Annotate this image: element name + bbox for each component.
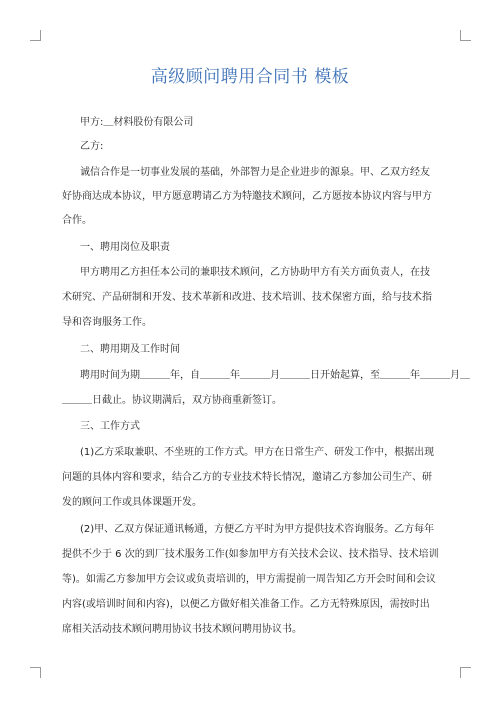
- page-corner-mark-top-right: [460, 30, 471, 41]
- section-heading-1: 一、聘用岗位及职责: [80, 242, 170, 253]
- party-b-line: 乙方:: [80, 141, 104, 152]
- section-3-paragraph-line: (1)乙方采取兼职、不坐班的工作方式。甲方在日常生产、研发工作中，根据出现: [80, 447, 435, 458]
- section-3-paragraph-line: 发的顾问工作或具体课题开发。: [62, 497, 202, 508]
- section-2-paragraph-line: ＿＿＿日截止。协议期满后，双方协商重新签订。: [62, 395, 282, 406]
- section-1-paragraph-line: 术研究、产品研制和开发、技术革新和改进、技术培训、技术保密方面，给与技术指: [62, 292, 432, 303]
- page-corner-mark-bottom-left: [30, 667, 41, 678]
- intro-paragraph-line: 诚信合作是一切事业发展的基础，外部智力是企业进步的源泉。甲、乙双方经友: [80, 167, 430, 178]
- section-heading-3: 三、工作方式: [80, 421, 140, 432]
- section-1-paragraph-line: 甲方聘用乙方担任本公司的兼职技术顾问，乙方协助甲方有关方面负责人，在技: [80, 267, 430, 278]
- section-3-paragraph-line: (2)甲、乙双方保证通讯畅通，方便乙方平时为甲方提供技术咨询服务。乙方每年: [80, 524, 435, 535]
- section-3-paragraph-line: 内容(或培训时间和内容)，以便乙方做好相关准备工作。乙方无特殊原因，需按时出: [62, 599, 430, 610]
- intro-paragraph-line: 合作。: [62, 215, 92, 226]
- page-corner-mark-top-left: [30, 30, 41, 41]
- document-title: 高级顾问聘用合同书 模板: [150, 67, 350, 87]
- section-2-paragraph-line: 聘用时间为期＿＿＿年，自＿＿＿年＿＿＿月＿＿＿日开始起算，至＿＿＿年＿＿＿月＿: [80, 370, 470, 381]
- intro-paragraph-line: 好协商达成本协议，甲方愿意聘请乙方为特邀技术顾问，乙方愿按本协议内容与甲方: [62, 191, 432, 202]
- party-a-line: 甲方:＿材料股份有限公司: [80, 117, 194, 128]
- section-3-paragraph-line: 提供不少于 6 次的到厂技术服务工作(如参加甲方有关技术会议、技术指导、技术培训: [62, 549, 439, 560]
- section-3-paragraph-line: 等)。如需乙方参加甲方会议或负责培训的，甲方需提前一周告知乙方开会时间和会议: [62, 574, 436, 585]
- section-3-paragraph-line: 问题的具体内容和要求，结合乙方的专业技术特长情况，邀请乙方参加公司生产、研: [62, 472, 432, 483]
- section-3-paragraph-line: 席相关活动技术顾问聘用协议书技术顾问聘用协议书。: [62, 624, 302, 635]
- section-heading-2: 二、聘用期及工作时间: [80, 344, 180, 355]
- page-corner-mark-bottom-right: [460, 667, 471, 678]
- section-1-paragraph-line: 导和咨询服务工作。: [62, 317, 152, 328]
